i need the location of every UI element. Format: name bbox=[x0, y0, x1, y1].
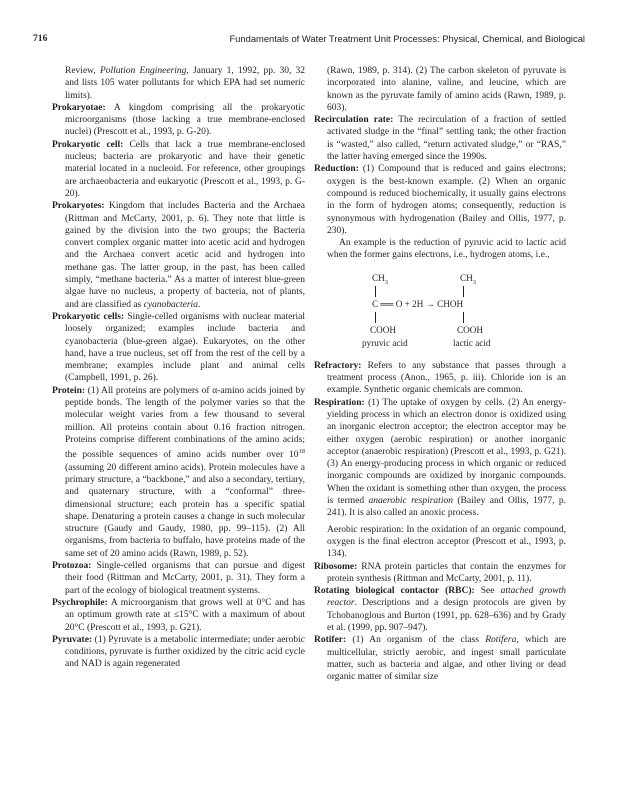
entry-prokaryotic-cell: Prokaryotic cell: Cells that lack a true membrane-enclosed nucleus; bacteria are prokaryotic and have their genetic material located in a nucleoid. For reference, other groupings are archaeobacteria and eukaryotic (Prescott et al., 1993, p. G-20). bbox=[52, 139, 305, 199]
bond-line bbox=[375, 312, 376, 323]
entry-term: Ribosome: bbox=[314, 561, 358, 572]
entry-pyruvate-continuation: (Rawn, 1989, p. 314). (2) The carbon skeleton of pyruvate is incorporated into alanine, valine, and leucine, which are known as the pyruvate family of amino acids (Rawn, 1989, p. 603). bbox=[327, 66, 566, 113]
entry-term: Prokaryotic cells: bbox=[52, 311, 125, 322]
entry-prokaryotic-cells: Prokaryotic cells: Single-celled organisms with nuclear material loosely organized; examples include bacteria and cyanobacteria (blue-green algae). Eukaryotes, on the other hand, have a true nucleus, set off from the rest of the cell by a membrane; examples include plant and animal cells (Campbell, 1991, p. 26). bbox=[52, 311, 305, 384]
label-lactic-acid: lactic acid bbox=[453, 337, 491, 348]
entry-term: Psychrophile: bbox=[52, 597, 108, 608]
bond-line bbox=[463, 286, 464, 297]
entry-term: Pyruvate: bbox=[52, 634, 93, 645]
entry-term: Prokaryotes: bbox=[52, 201, 105, 212]
entry-pyruvate: Pyruvate: (1) Pyruvate is a metabolic intermediate; under aerobic conditions, pyruvate is further oxidized by the citric acid cycle and NAD is again regenerated bbox=[52, 634, 305, 670]
entry-continuation: Review, Pollution Engineering, January 1, 1992, pp. 30, 32 and lists 105 water pollutants for which EPA had set numeric limits). bbox=[65, 66, 306, 101]
entry-rbc: Rotating biological contactor (RBC): See attached growth reactor. Descriptions and a design protocols are given by Tchobanoglous and Burton (1991, pp. 628–636) and by Grady et al. (1999, pp. 907–947). bbox=[314, 586, 567, 633]
bond-line bbox=[463, 312, 464, 323]
page-header bbox=[33, 33, 585, 47]
entry-protozoa: Protozoa: Single-celled organisms that can pursue and digest their food (Rittman and McCarty, 2001, p. 31). They form a part of the ecology of biological treatment systems. bbox=[52, 561, 305, 596]
entry-term: Respiration: bbox=[314, 397, 365, 408]
entry-term: Protozoa: bbox=[52, 561, 92, 572]
entry-reduction: Reduction: (1) Compound that is reduced and gains electrons; oxygen is the best-known example. (2) When an organic compound is reduced biochemically, it usually gains electrons in the form of hydrogen atoms; consequently, reduction is synonymous with hydrogenation (Bailey and Ollis, 1977, p. 230). bbox=[314, 164, 566, 236]
entry-ribosome: Ribosome: RNA protein particles that contain the enzymes for protein synthesis (Rittman and McCarty, 2001, p. 11). bbox=[314, 561, 566, 584]
entry-respiration: Respiration: (1) The uptake of oxygen by cells. (2) An energy-yielding process in which an electron donor is oxidized using an inorganic electron acceptor; the electron acceptor may be either oxygen (aerobic respiration) or another inorganic acceptor (anaerobic respiration) (Prescott et al., 1993, p. G21). (3) An energy-producing process in which organic or reduced inorganic compounds are oxidized by inorganic compounds. When the oxidant is something other than oxygen, the process is termed anaerobic respiration (Bailey and Ollis, 1977, p. 241). It is also called an anoxic process. bbox=[314, 397, 566, 519]
bond-line bbox=[375, 286, 376, 297]
entry-rotifer: Rotifer: (1) An organism of the class Rotifera, which are multicellular, strictly aerobic, and ingest small particulate matter, such as bacteria and algae, and other living or dead organic matter of similar size bbox=[314, 635, 566, 683]
entry-term: Rotifer: bbox=[314, 635, 347, 646]
entry-recirculation-rate: Recirculation rate: The recirculation of a fraction of settled activated sludge in the “final” settling tank; the other fraction is “wasted,” also called, “return activated sludge,” or “RAS,” the latter having emerged since the 1990s. bbox=[314, 115, 567, 163]
entry-term: Refractory: bbox=[314, 360, 362, 371]
aerobic-respiration-paragraph: Aerobic respiration: In the oxidation of an organic compound, oxygen is the final electron acceptor (Prescott et al., 1993, p. 134). bbox=[327, 524, 566, 560]
entry-term: Protein: bbox=[52, 385, 86, 396]
entry-term: Reduction: bbox=[314, 164, 359, 175]
reduction-example-paragraph: An example is the reduction of pyruvic acid to lactic acid when the former gains electrons, i.e., hydrogen atoms, i.e., bbox=[327, 238, 566, 261]
reaction-diagram bbox=[314, 270, 566, 352]
page-number: 716 bbox=[33, 33, 48, 44]
left-column bbox=[52, 65, 305, 671]
cooh-right: COOH bbox=[457, 324, 484, 335]
entry-prokaryotae: Prokaryotae: A kingdom comprising all the prokaryotic microorganisms (those lacking a true membrane-enclosed nuclei) (Prescott et al., 1993, p. G-20). bbox=[52, 102, 305, 138]
entry-refractory: Refractory: Refers to any substance that passes through a treatment process (Anon., 1965, p. iii). Chloride ion is an example. Synthetic organic chemicals are common. bbox=[314, 360, 566, 396]
ch3-right: $CH_3$ bbox=[460, 272, 477, 286]
entry-term: Prokaryotae: bbox=[52, 102, 106, 113]
entry-term: Rotating biological contactor (RBC): bbox=[314, 586, 475, 597]
label-pyruvic-acid: pyruvic acid bbox=[362, 337, 408, 348]
entry-term: Recirculation rate: bbox=[314, 115, 394, 126]
running-title: Fundamentals of Water Treatment Unit Processes: Physical, Chemical, and Biological bbox=[229, 33, 585, 44]
entry-psychrophile: Psychrophile: A microorganism that grows well at 0°C and has an optimum growth rate at ≤15°C with a maximum of about 20°C (Prescott et al., 1993, p. G21). bbox=[52, 597, 305, 633]
entry-prokaryotes: Prokaryotes: Kingdom that includes Bacteria and the Archaea (Rittman and McCarty, 2001, p. 6). They note that little is gained by the division into the two groups; the Bacteria convert complex organic matter into acetic acid and hydrogen and the Archaea convert acetic acid and hydrogen into methane gas. The latter group, in the past, has been called simply, “methane bacteria.” As a matter of interest blue-green algae have no nucleus, a property of bacteria, not of plants, and are classified as cyanobacteria. bbox=[52, 201, 305, 310]
ch3-left: $CH_3$ bbox=[372, 272, 389, 286]
cooh-left: COOH bbox=[370, 324, 397, 335]
right-column bbox=[314, 65, 566, 683]
reaction-equation: C ══ O + 2H → CHOH bbox=[372, 298, 464, 309]
entry-protein: Protein: (1) All proteins are polymers of α-amino acids joined by peptide bonds. The length of the polymer varies so that the molecular weight varies from a few thousand to several million. All proteins contain about 0.16 fraction nitrogen. Proteins comprise different combinations of the amino acids; the possible sequences of amino acids number over $10^{18}$ (assuming 20 different amino acids). Protein molecules have a primary structure, a “backbone,” and also a secondary, tertiary, and quaternary structure, with a “conformal” three-dimensional structure; each protein has a specific spatial shape. Denaturing a protein causes a change in such molecular structure (Gaudy and Gaudy, 1980, pp. 99–115). (2) All organisms, from bacteria to buffalo, have proteins made of the same set of 20 amino acids (Rawn, 1989, p. 52). bbox=[52, 385, 305, 559]
entry-term: Prokaryotic cell: bbox=[52, 139, 124, 150]
